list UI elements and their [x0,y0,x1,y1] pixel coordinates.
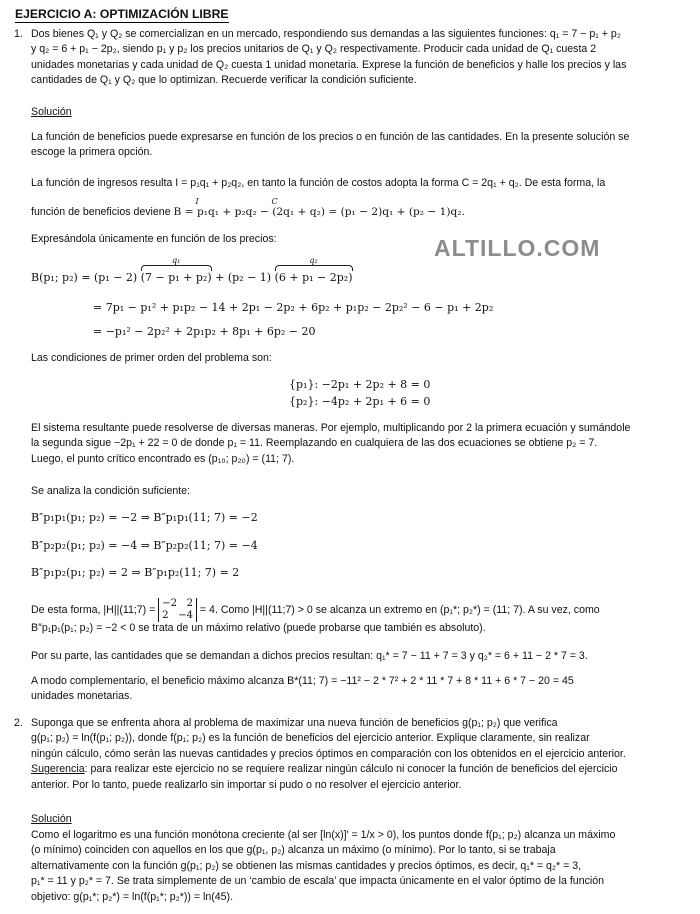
solution-heading: Solución [31,813,72,825]
paragraph: Las condiciones de primer orden del problema son: [31,352,272,364]
text-line: Dos bienes Q₁ y Q₂ se comercializan en un mercado, respondiendo sus demandas a las siguientes funciones: q₁ = 7 − p₁ + p₂ [31,28,621,40]
paragraph: El sistema resultante puede resolverse de diversas maneras. Por ejemplo, multiplicando por 2 la primera ecuación y sumándole la segunda sigue −2p₁ + 22 = 0 de donde p₁ = 11. Reemplazando en cualquiera de las dos ecuaciones se obtiene p₂ = 7. Luego, el punto crítico encontrado es (p₁₀; p₂₀) = (11; 7). [31,422,631,465]
overbrace-q1: q₁ (7 − p₁ + p₂) [140,256,212,284]
text-line: unidades monetarias y cada unidad de Q₂ cuesta 1 unidad monetaria. Exprese la función de beneficios y halle los precios y las [31,58,627,71]
foc-equation-1: {p₁}: −2p₁ + 2p₂ + 8 = 0 [289,378,431,391]
solution-heading: Solución [31,106,72,118]
overbrace-q2: q₂ (6 + p₁ − 2p₂) [274,256,353,284]
suggestion-label: Sugerencia [31,763,85,776]
page-title: EJERCICIO A: OPTIMIZACIÓN LIBRE [15,7,229,21]
paragraph: Se analiza la condición suficiente: [31,485,191,497]
problem-1-text [31,27,686,89]
label-C: C [271,197,278,206]
paragraph: La función de beneficios puede expresarse en función de los precios o en función de las cantidades. En la presente solución se escoge la primera opción. [31,131,630,159]
paragraph: A modo complementario, el beneficio máximo alcanza B*(11; 7) = −11² − 2 * 7² + 2 * 11 * 7 + 8 * 11 + 6 * 7 − 20 = 45 unidades monetarias. [31,675,574,703]
benefit-equation: B = p₁q₁ + p₂q₂ − (2q₁ + q₂) = (p₁ − 2)q₁ + (p₂ − 1)q₂. I C [174,206,465,218]
problem-number: 2. [14,717,23,729]
problem-number: 1. [14,28,23,40]
paragraph: Por su parte, las cantidades que se demandan a dichos precios resultan: q₁* = 7 − 11 + 7 = 3 y q₂* = 6 + 11 − 2 * 7 = 3. [31,650,588,662]
label-I: I [195,197,199,206]
equation-B-line2: = 7p₁ − p₁² + p₁p₂ − 14 + 2p₁ − 2p₂ + 6p₂ + p₁p₂ − 2p₂² − 6 − p₁ + 2p₂ [93,301,494,314]
equation-B-line3: = −p₁² − 2p₂² + 2p₁p₂ + 8p₁ + 6p₂ − 20 [93,325,316,338]
paragraph: B″p₁p₁(p₁; p₂) = −2 < 0 se trata de un máximo relativo (puede probarse que también es absoluto). [31,622,486,634]
text-line: y q₂ = 6 + p₁ − 2p₂, siendo p₁ y p₂ los precios unitarios de Q₁ y Q₂ respectivamente. Producir cada unidad de Q₁ cuesta 2 [31,43,597,56]
second-derivative-2: B″p₂p₂(p₁; p₂) = −4 ⇒ B″p₂p₂(11; 7) = −4 [31,539,258,552]
text-line: cantidades de Q₁ y Q₂ que lo optimizan. Recuerde verificar la condición suficiente. [31,74,417,87]
paragraph: Expresándola únicamente en función de los precios: [31,233,277,245]
foc-equation-2: {p₂}: −4p₂ + 2p₁ + 6 = 0 [289,395,431,408]
hessian-matrix: −2 2 2 −4 [158,598,197,622]
paragraph: Como el logaritmo es una función monótona creciente (al ser [ln(x)]′ = 1/x > 0), los puntos donde f(p₁; p₂) alcanza un máximo (o mínimo) coinciden con aquellos en los que g(p₁, p₂) alcanza un máximo (o mínimo). Por lo tanto, si se trabaja alternativamente con la función g(p₁; p₂) se obtienen las mismas cantidades y precios óptimos, es decir, q₁* = q₂* = 3, p₁* = 11 y p₂* = 7. Se trata simplemente de un ‘cambio de escala’ que impacta únicamente en el valor óptimo de la función objetivo: g(p₁*; p₂*) = ln(f(p₁*; p₂*)) = ln(45). [31,829,616,903]
hessian-paragraph: De esta forma, |H||(11;7) = −2 2 2 −4 = 4. Como |H||(11;7) > 0 se alcanza un extremo en (p₁*; p₂*) = (11; 7). A su vez, como [31,598,600,621]
second-derivative-1: B″p₁p₁(p₁; p₂) = −2 ⇒ B″p₁p₁(11; 7) = −2 [31,511,258,524]
problem-2-text: Suponga que se enfrenta ahora al problema de maximizar una nueva función de beneficios g(p₁; p₂) que verifica g(p₁; p₂) = ln(f(p₁; p₂)), donde f(p₁; p₂) es la función de beneficios del ejercicio anterior. Explique claramente, sin realizar ningún cálculo, cómo serán las nuevas cantidades y precios óptimos en comparación con los obtenidos en el ejercicio anterior. Sugerencia: para realizar este ejercicio no se requiere realizar ningún cálculo ni conocer la función de beneficios del ejercicio anterior. Por lo tanto, puede realizarlo sin importar si pudo o no resolver el ejercicio anterior. [31,717,626,791]
equation-B-line1: B(p₁; p₂) = (p₁ − 2) q₁ (7 − p₁ + p₂) + (p₂ − 1) q₂ (6 + p₁ − 2p₂) [31,256,353,284]
watermark: ALTILLO.COM [434,235,601,261]
benefit-definition: función de beneficios deviene B = p₁q₁ + p₂q₂ − (2q₁ + q₂) = (p₁ − 2)q₁ + (p₂ − 1)q₂. I C [31,205,686,220]
paragraph: La función de ingresos resulta I = p₁q₁ + p₂q₂, en tanto la función de costos adopta la forma C = 2q₁ + q₂. De esta forma, la [31,177,606,189]
second-derivative-3: B″p₁p₂(p₁; p₂) = 2 ⇒ B″p₁p₂(11; 7) = 2 [31,566,240,579]
